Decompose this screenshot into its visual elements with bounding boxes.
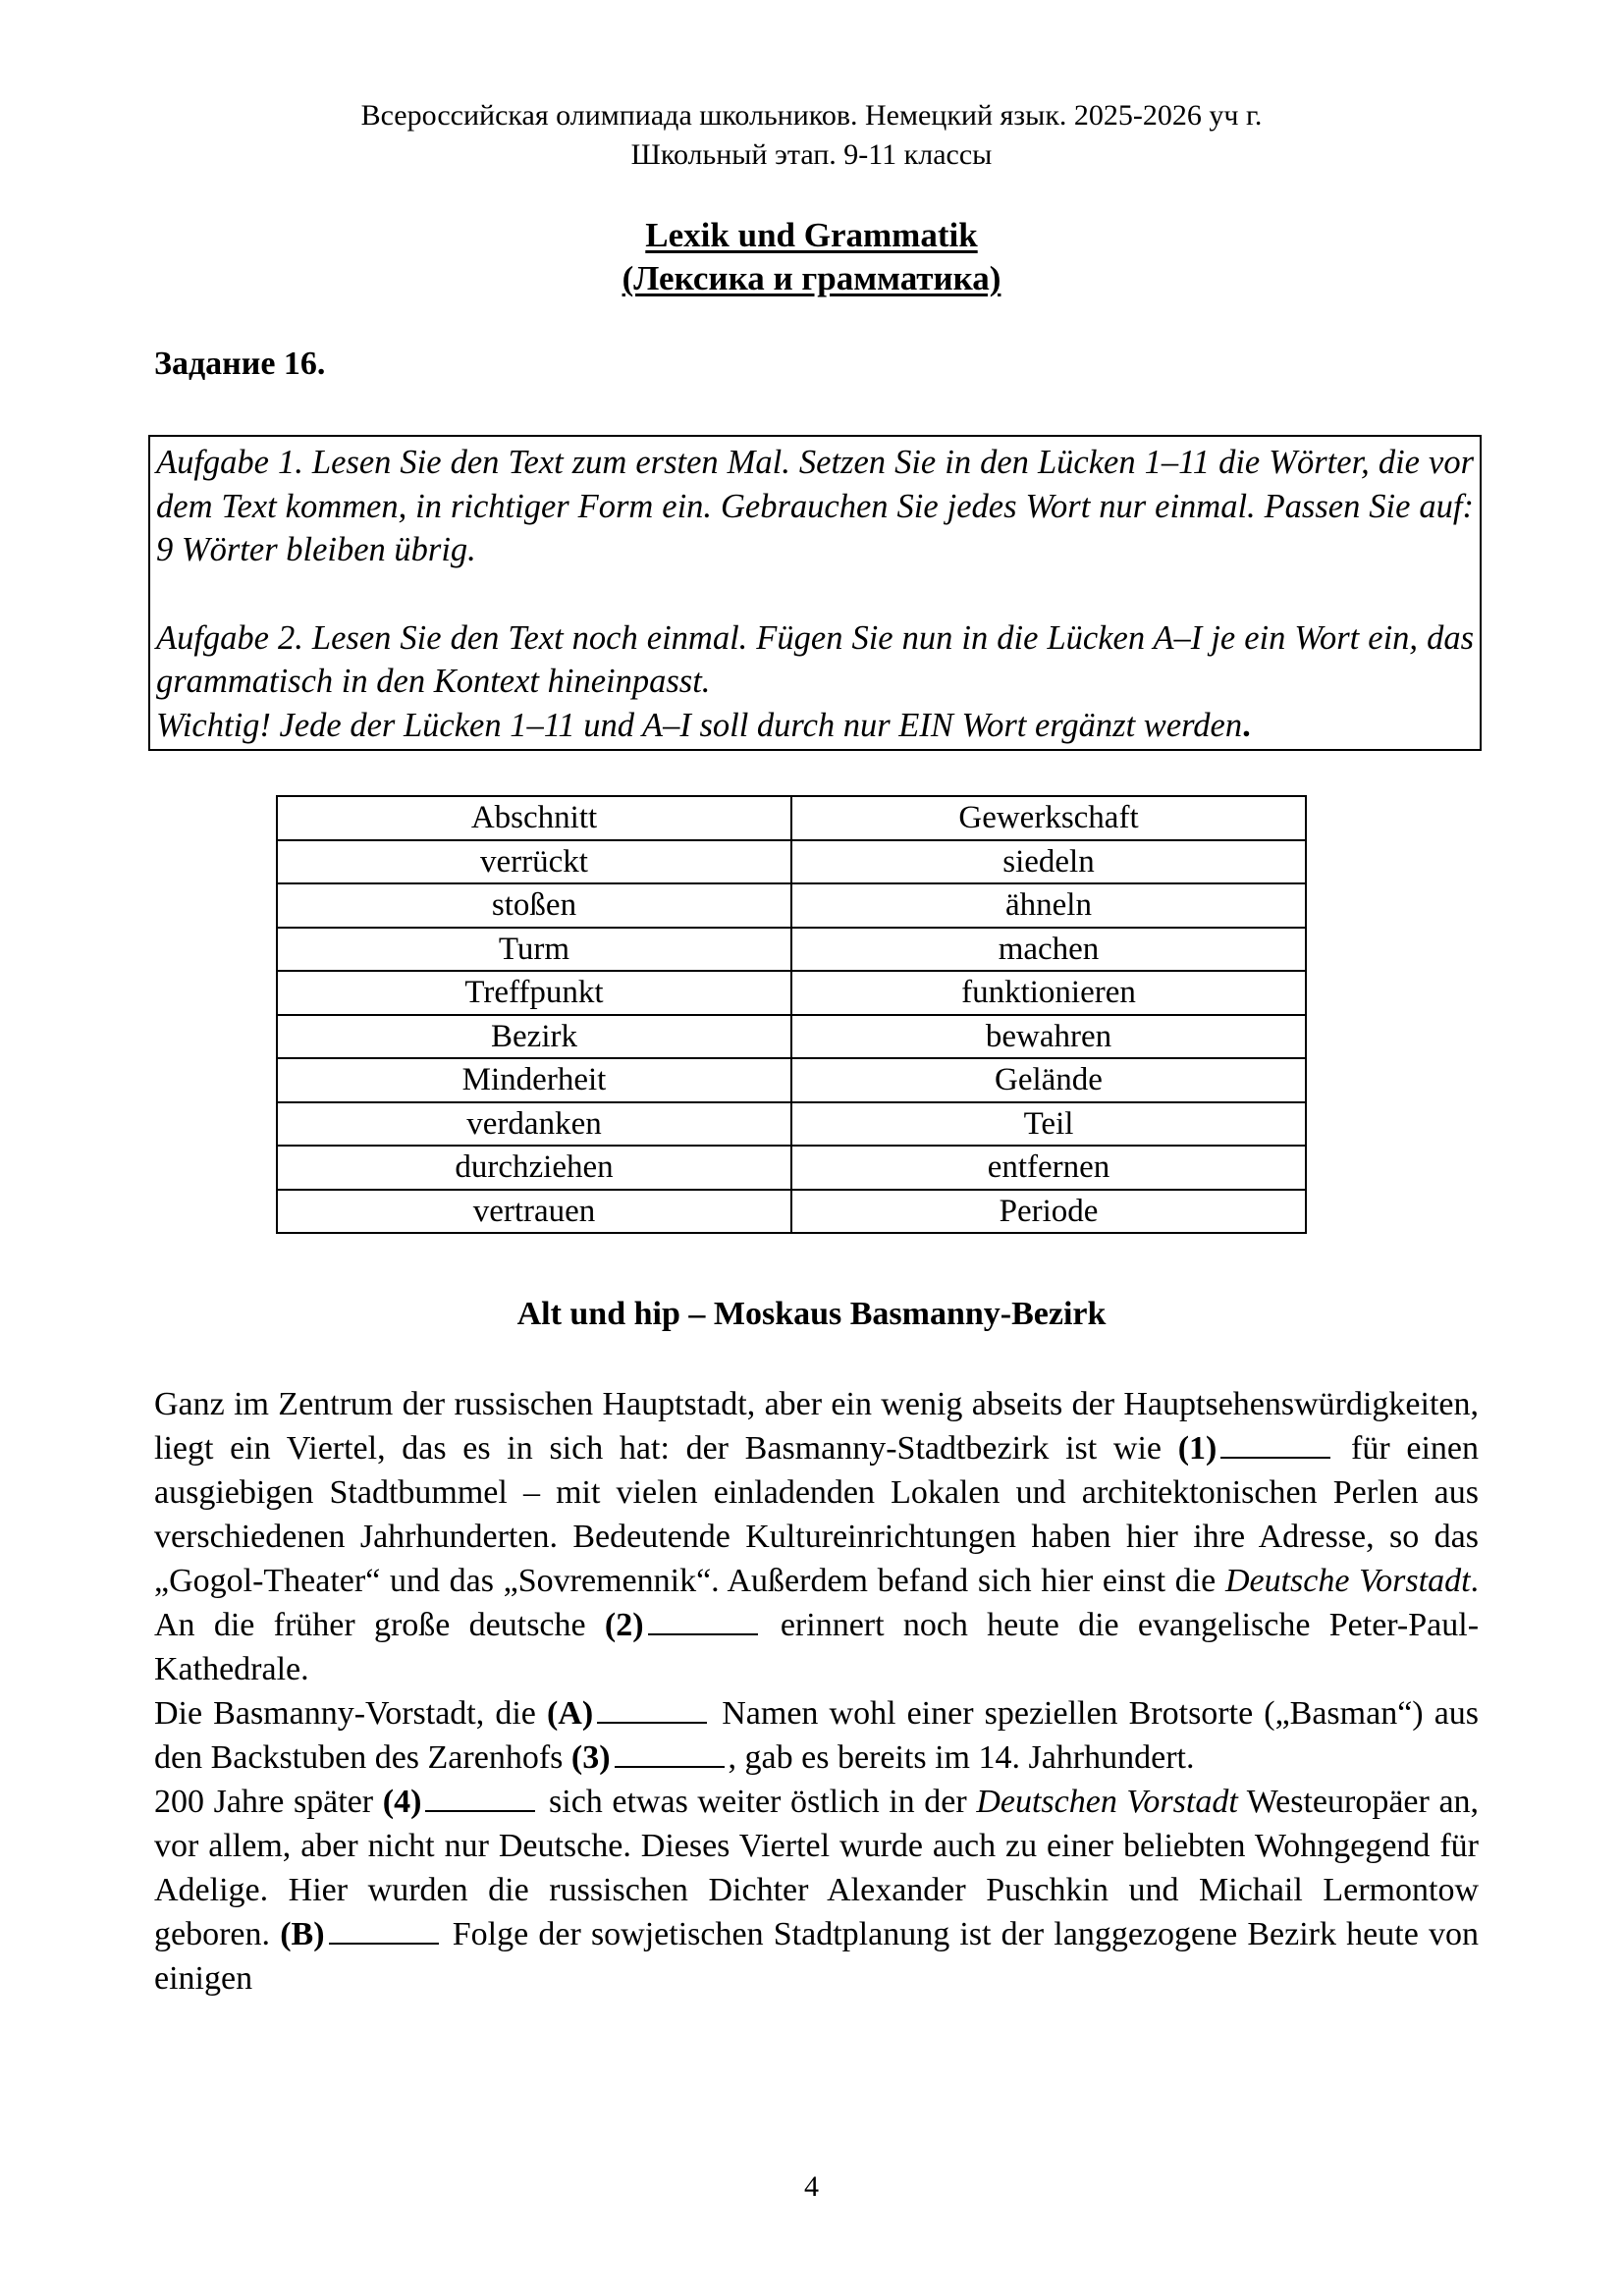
- word-table-cell: Bezirk: [277, 1015, 791, 1059]
- text-italic-deutschen-vorstadt: Deutschen Vorstadt: [976, 1784, 1238, 1820]
- instruction-aufgabe-2: Aufgabe 2. Lesen Sie den Text noch einmal. Fügen Sie nun in die Lücken A–I je ein Wort ein, das grammatisch in den Kontext hineinpasst.: [156, 618, 1474, 700]
- text-segment: Die Basmanny-Vorstadt, die: [154, 1695, 536, 1732]
- text-segment: sich etwas weiter östlich in der: [549, 1784, 967, 1820]
- word-table-cell: vertrauen: [277, 1190, 791, 1234]
- text-segment: Folge der sowjetischen Stadtplanung ist der langgezogene Bezirk heute von einigen: [154, 1916, 1479, 1997]
- word-table-cell: durchziehen: [277, 1146, 791, 1190]
- word-table-cell: Minderheit: [277, 1058, 791, 1102]
- text-body: [154, 1382, 1479, 2001]
- word-table-row: [277, 1146, 1306, 1190]
- word-table-row: [277, 796, 1306, 840]
- gap-blank-3[interactable]: [615, 1736, 725, 1768]
- gap-label-4: (4): [382, 1784, 422, 1820]
- text-segment: Westeuropäer an, vor allem, aber nicht nur Deutsche. Dieses Viertel wurde auch zu einer beliebten Wohngegend für Adelige. Hier wurden die russischen Dichter Alexander Puschkin und Michail Lermontow geboren.: [154, 1784, 1480, 1952]
- gap-blank-4[interactable]: [425, 1781, 535, 1812]
- page-number: 4: [804, 2170, 819, 2203]
- gap-label-b: (B): [280, 1916, 325, 1952]
- gap-label-a: (A): [546, 1695, 594, 1732]
- word-table-row: [277, 1190, 1306, 1234]
- text-title: Alt und hip – Moskaus Basmanny-Bezirk: [516, 1296, 1107, 1332]
- gap-label-3: (3): [570, 1739, 611, 1776]
- word-table-cell: Turm: [277, 928, 791, 972]
- gap-blank-a[interactable]: [597, 1692, 707, 1724]
- word-table-row: [277, 883, 1306, 928]
- word-table-cell: Abschnitt: [277, 796, 791, 840]
- document-header: [0, 96, 1623, 175]
- paragraph-2: [154, 1691, 1479, 1780]
- word-table-cell: Gelände: [791, 1058, 1306, 1102]
- section-title: [0, 214, 1623, 300]
- text-segment: Namen wohl einer speziellen Brotsorte („Basman“) aus den Backstuben des Zarenhofs: [154, 1695, 1480, 1776]
- word-table-cell: funktionieren: [791, 971, 1306, 1015]
- word-table-cell: Gewerkschaft: [791, 796, 1306, 840]
- task-label: Задание 16.: [154, 346, 326, 382]
- word-table-cell: verdanken: [277, 1102, 791, 1147]
- gap-blank-2[interactable]: [648, 1604, 758, 1635]
- section-title-russian: (Лексика и грамматика): [622, 259, 1001, 297]
- word-table-row: [277, 1015, 1306, 1059]
- gap-label-2: (2): [604, 1607, 644, 1643]
- gap-blank-b[interactable]: [329, 1913, 439, 1945]
- instructions-box: [148, 435, 1482, 751]
- word-table-cell: ähneln: [791, 883, 1306, 928]
- paragraph-1: [154, 1382, 1479, 1691]
- word-table-row: [277, 1102, 1306, 1147]
- instruction-aufgabe-1: Aufgabe 1. Lesen Sie den Text zum ersten Mal. Setzen Sie in den Lücken 1–11 die Wörter, die vor dem Text kommen, in richtiger Form ein. Gebrauchen Sie jedes Wort nur einmal. Passen Sie auf: 9 Wörter bleiben übrig.: [156, 444, 1474, 568]
- text-segment: 200 Jahre später: [154, 1784, 374, 1820]
- word-table-cell: bewahren: [791, 1015, 1306, 1059]
- header-stage: Школьный этап. 9-11 классы: [630, 138, 993, 171]
- text-segment: Ganz im Zentrum der russischen Hauptstadt, aber ein wenig abseits der Hauptsehenswürdigkeiten, liegt ein Viertel, das es in sich hat: der Basmanny-Stadtbezirk ist wie: [154, 1386, 1479, 1467]
- word-table-cell: stoßen: [277, 883, 791, 928]
- text-segment: , gab es bereits im 14. Jahrhundert.: [728, 1739, 1195, 1776]
- word-bank-table: [276, 795, 1307, 1234]
- text-segment: . An die früher große deutsche: [154, 1563, 1480, 1643]
- instruction-wichtig: [156, 704, 1474, 748]
- text-italic-deutsche-vorstadt: Deutsche Vorstadt: [1224, 1563, 1471, 1599]
- section-title-german: Lexik und Grammatik: [645, 216, 978, 254]
- word-table-cell: Treffpunkt: [277, 971, 791, 1015]
- word-table-row: [277, 928, 1306, 972]
- gap-blank-1[interactable]: [1220, 1427, 1330, 1459]
- word-table-cell: siedeln: [791, 840, 1306, 884]
- spacer: [156, 572, 1474, 616]
- word-table-cell: verrückt: [277, 840, 791, 884]
- word-table-row: [277, 1058, 1306, 1102]
- paragraph-3: [154, 1780, 1479, 2001]
- instruction-wichtig-text: Wichtig! Jede der Lücken 1–11 und A–I soll durch nur EIN Wort ergänzt werden: [156, 706, 1243, 744]
- word-table-row: [277, 971, 1306, 1015]
- text-segment: erinnert noch heute die evangelische Peter-Paul-Kathedrale.: [154, 1607, 1480, 1687]
- gap-label-1: (1): [1177, 1430, 1217, 1467]
- header-olympiad-title: Всероссийская олимпиада школьников. Немецкий язык. 2025-2026 уч г.: [360, 99, 1263, 132]
- word-table-row: [277, 840, 1306, 884]
- text-segment: für einen ausgiebigen Stadtbummel – mit vielen einladenden Lokalen und architektonischen Perlen aus verschiedenen Jahrhunderten. Bedeutende Kultureinrichtungen haben hier ihre Adresse, so das „Gogol-Theater“ und das „Sovremennik“. Außerdem befand sich hier einst die: [154, 1430, 1480, 1599]
- word-table-cell: Teil: [791, 1102, 1306, 1147]
- word-table-cell: entfernen: [791, 1146, 1306, 1190]
- word-table-cell: machen: [791, 928, 1306, 972]
- word-table-cell: Periode: [791, 1190, 1306, 1234]
- instruction-wichtig-period: .: [1242, 706, 1251, 744]
